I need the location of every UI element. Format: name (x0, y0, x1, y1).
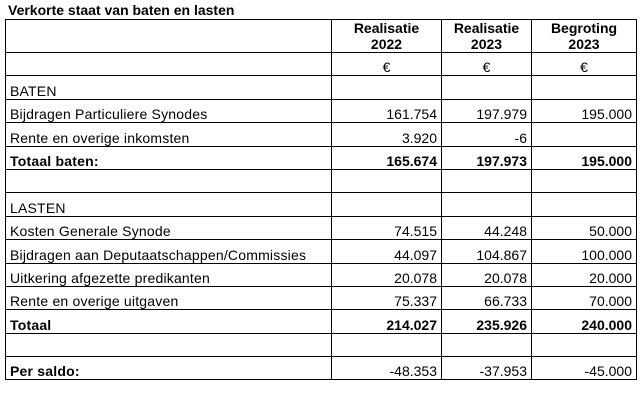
row-label (6, 169, 332, 192)
currency-unit: € (532, 53, 637, 76)
row-value: 240.000 (532, 310, 637, 333)
row-value: 74.515 (332, 216, 442, 239)
column-header-line1: Realisatie (353, 20, 420, 36)
column-header-realisatie-2023 (442, 20, 532, 53)
table-row (6, 333, 637, 356)
column-header-line2: 2023 (470, 36, 503, 52)
row-value: 75.337 (332, 286, 442, 309)
row-value: -6 (442, 123, 532, 146)
currency-unit: € (442, 53, 532, 76)
row-label: Rente en overige inkomsten (6, 123, 332, 146)
row-label: Rente en overige uitgaven (6, 286, 332, 309)
header-label-cell (6, 20, 332, 53)
row-value: 197.979 (442, 99, 532, 122)
currency-label-cell (6, 53, 332, 76)
row-value: 104.867 (442, 240, 532, 263)
row-value (532, 169, 637, 192)
row-label: LASTEN (6, 193, 332, 216)
row-value (332, 169, 442, 192)
row-value: 20.078 (442, 263, 532, 286)
row-value: 165.674 (332, 146, 442, 169)
table-row (6, 216, 637, 239)
row-value: 161.754 (332, 99, 442, 122)
row-value: 20.000 (532, 263, 637, 286)
row-value (532, 76, 637, 99)
table-row (6, 240, 637, 263)
table-row (6, 263, 637, 286)
row-label: Uitkering afgezette predikanten (6, 263, 332, 286)
row-value: 66.733 (442, 286, 532, 309)
row-value: 235.926 (442, 310, 532, 333)
row-value: 197.973 (442, 146, 532, 169)
row-label: Totaal baten: (6, 146, 332, 169)
row-value (332, 76, 442, 99)
page-title: Verkorte staat van baten en lasten (8, 2, 235, 18)
row-value: 44.248 (442, 216, 532, 239)
row-label: Totaal (6, 310, 332, 333)
row-value (332, 193, 442, 216)
row-label: BATEN (6, 76, 332, 99)
column-header-line2: 2022 (370, 36, 403, 52)
row-value: -48.353 (332, 357, 442, 380)
row-value: 100.000 (532, 240, 637, 263)
row-value: 50.000 (532, 216, 637, 239)
currency-row (6, 53, 637, 76)
row-label: Per saldo: (6, 357, 332, 380)
table-row (6, 310, 637, 333)
income-statement-table (5, 19, 637, 380)
row-value: 20.078 (332, 263, 442, 286)
column-header-line1: Begroting (550, 20, 618, 36)
statement-rows (6, 76, 637, 380)
row-value: 3.920 (332, 123, 442, 146)
row-value (532, 193, 637, 216)
table-row (6, 123, 637, 146)
row-value (442, 76, 532, 99)
row-value: 195.000 (532, 146, 637, 169)
table-row (6, 286, 637, 309)
row-value (532, 333, 637, 356)
row-value (332, 333, 442, 356)
row-value (442, 169, 532, 192)
header-row (6, 20, 637, 53)
table-row (6, 99, 637, 122)
column-header-line1: Realisatie (453, 20, 520, 36)
row-value: -37.953 (442, 357, 532, 380)
table-row (6, 76, 637, 99)
row-value (442, 193, 532, 216)
row-label: Kosten Generale Synode (6, 216, 332, 239)
row-label (6, 333, 332, 356)
row-value: 44.097 (332, 240, 442, 263)
row-value (442, 333, 532, 356)
column-header-line2: 2023 (568, 36, 600, 52)
row-label: Bijdragen Particuliere Synodes (6, 99, 332, 122)
row-value: -45.000 (532, 357, 637, 380)
table-row (6, 193, 637, 216)
column-header-begroting-2023 (532, 20, 637, 53)
column-header-realisatie-2022 (332, 20, 442, 53)
table-row (6, 146, 637, 169)
row-value (532, 123, 637, 146)
row-label: Bijdragen aan Deputaatschappen/Commissies (6, 240, 332, 263)
table-row (6, 169, 637, 192)
row-value: 195.000 (532, 99, 637, 122)
row-value: 214.027 (332, 310, 442, 333)
row-value: 70.000 (532, 286, 637, 309)
currency-unit: € (332, 53, 442, 76)
table-row (6, 357, 637, 380)
